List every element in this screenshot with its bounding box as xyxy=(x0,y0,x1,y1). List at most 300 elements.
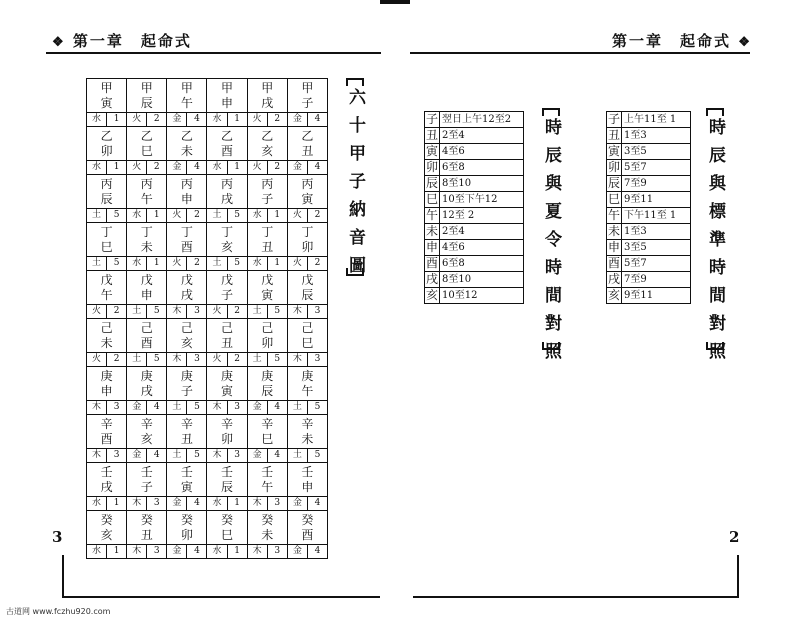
nayin-element: 木 xyxy=(288,305,308,318)
hour-range: 8至10 xyxy=(440,272,524,288)
heavenly-stem: 甲 xyxy=(301,81,314,95)
earthly-branch: 寅 xyxy=(301,192,314,206)
earthly-branch: 午 xyxy=(301,384,314,398)
earthly-branch: 辰 xyxy=(261,384,274,398)
heavenly-stem: 辛 xyxy=(140,417,153,431)
earthly-branch: 戌 xyxy=(140,384,153,398)
nayin-element: 金 xyxy=(127,401,147,414)
nayin-number: 3 xyxy=(153,546,160,556)
left-header-text: 第一章 起命式 xyxy=(72,32,192,50)
nayin-cell xyxy=(207,463,247,511)
heavenly-stem: 戊 xyxy=(221,273,234,287)
nayin-number: 4 xyxy=(314,546,321,556)
nayin-cell xyxy=(87,511,127,559)
nayin-cell xyxy=(167,223,207,271)
nayin-row xyxy=(87,79,328,127)
nayin-element: 金 xyxy=(288,497,308,510)
heavenly-stem: 辛 xyxy=(301,417,314,431)
hour-branch: 寅 xyxy=(607,144,620,158)
earthly-branch: 卯 xyxy=(261,336,274,350)
nayin-element: 水 xyxy=(248,257,268,270)
nayin-cell xyxy=(287,127,327,175)
hour-branch: 酉 xyxy=(425,256,438,270)
nayin-cell xyxy=(247,271,287,319)
summer-hour-row xyxy=(425,208,524,224)
nayin-number: 3 xyxy=(113,402,120,412)
nayin-number: 1 xyxy=(113,546,120,556)
heavenly-stem: 戊 xyxy=(140,273,153,287)
nayin-number: 2 xyxy=(274,114,281,124)
earthly-branch: 巳 xyxy=(301,336,314,350)
earthly-branch: 申 xyxy=(221,96,234,110)
nayin-element: 火 xyxy=(248,161,268,174)
nayin-cell xyxy=(127,463,167,511)
nayin-number: 4 xyxy=(194,162,200,172)
nayin-cell xyxy=(87,271,127,319)
hour-range: 6至8 xyxy=(440,256,524,272)
nayin-cell xyxy=(207,127,247,175)
nayin-number: 2 xyxy=(113,306,120,316)
nayin-number: 1 xyxy=(113,498,120,508)
nayin-row xyxy=(87,127,328,175)
earthly-branch: 寅 xyxy=(100,96,113,110)
nayin-element: 土 xyxy=(207,257,227,270)
earthly-branch: 午 xyxy=(180,96,193,110)
earthly-branch: 丑 xyxy=(140,528,153,542)
earthly-branch: 亥 xyxy=(180,336,193,350)
summer-hour-row xyxy=(425,144,524,160)
earthly-branch: 未 xyxy=(261,528,274,542)
left-footer-vertical-rule xyxy=(62,555,64,597)
hour-range: 5至7 xyxy=(622,256,691,272)
nayin-row xyxy=(87,367,328,415)
heavenly-stem: 辛 xyxy=(261,417,274,431)
nayin-number: 1 xyxy=(153,210,160,220)
hour-branch: 子 xyxy=(607,112,620,126)
nayin-cell xyxy=(127,175,167,223)
nayin-cell xyxy=(87,127,127,175)
nayin-cell xyxy=(207,175,247,223)
heavenly-stem: 壬 xyxy=(221,465,234,479)
earthly-branch: 寅 xyxy=(261,288,274,302)
heavenly-stem: 己 xyxy=(301,321,314,335)
heavenly-stem: 戊 xyxy=(301,273,314,287)
standard-hour-row xyxy=(607,176,691,192)
nayin-cell xyxy=(247,319,287,367)
summer-hour-row xyxy=(425,160,524,176)
nayin-number: 1 xyxy=(234,498,240,508)
nayin-number: 2 xyxy=(234,354,240,364)
earthly-branch: 酉 xyxy=(180,240,193,254)
nayin-element: 土 xyxy=(87,209,107,222)
nayin-element: 水 xyxy=(87,497,107,510)
earthly-branch: 丑 xyxy=(221,336,234,350)
hour-range: 7至9 xyxy=(622,176,691,192)
nayin-number: 4 xyxy=(194,114,200,124)
nayin-element: 水 xyxy=(127,257,147,270)
heavenly-stem: 壬 xyxy=(100,465,113,479)
earthly-branch: 子 xyxy=(261,192,274,206)
heavenly-stem: 丁 xyxy=(301,225,314,239)
nayin-number: 4 xyxy=(274,402,281,412)
nayin-number: 4 xyxy=(314,498,321,508)
nayin-number: 2 xyxy=(113,354,120,364)
heavenly-stem: 丁 xyxy=(221,225,234,239)
earthly-branch: 未 xyxy=(180,144,193,158)
heavenly-stem: 丁 xyxy=(140,225,153,239)
nayin-number: 1 xyxy=(234,546,240,556)
nayin-number: 2 xyxy=(234,306,240,316)
nayin-element: 木 xyxy=(87,401,107,414)
earthly-branch: 亥 xyxy=(100,528,113,542)
nayin-cell xyxy=(167,319,207,367)
nayin-cell xyxy=(167,271,207,319)
heavenly-stem: 丙 xyxy=(261,177,274,191)
hour-range: 2至4 xyxy=(440,128,524,144)
nayin-number: 3 xyxy=(234,402,240,412)
standard-hour-row xyxy=(607,208,691,224)
hour-range: 2至4 xyxy=(440,224,524,240)
standard-time-table xyxy=(606,111,691,304)
hour-branch: 丑 xyxy=(607,128,620,142)
nayin-element: 木 xyxy=(127,497,147,510)
nayin-number: 1 xyxy=(274,258,281,268)
hour-branch: 寅 xyxy=(425,144,438,158)
earthly-branch: 寅 xyxy=(180,480,193,494)
nayin-element: 火 xyxy=(207,305,227,318)
hour-range: 下午11至 1 xyxy=(622,208,691,224)
hour-branch: 午 xyxy=(425,208,438,222)
nayin-number: 5 xyxy=(234,258,240,268)
hour-branch: 辰 xyxy=(607,176,620,190)
heavenly-stem: 丙 xyxy=(100,177,113,191)
nayin-cell xyxy=(167,79,207,127)
nayin-cell xyxy=(247,367,287,415)
hour-branch: 酉 xyxy=(607,256,620,270)
nayin-number: 3 xyxy=(194,354,200,364)
standard-title-bracket-bottom xyxy=(706,342,724,350)
nayin-element: 土 xyxy=(87,257,107,270)
earthly-branch: 卯 xyxy=(221,432,234,446)
earthly-branch: 辰 xyxy=(221,480,234,494)
earthly-branch: 酉 xyxy=(140,336,153,350)
nayin-cell xyxy=(287,319,327,367)
nayin-number: 5 xyxy=(274,354,281,364)
hour-range: 翌日上午12至2 xyxy=(440,112,524,128)
nayin-number: 5 xyxy=(194,402,200,412)
nayin-number: 2 xyxy=(194,210,200,220)
hour-range: 9至11 xyxy=(622,192,691,208)
nayin-number: 5 xyxy=(274,306,281,316)
nayin-element: 木 xyxy=(87,449,107,462)
hour-range: 3至5 xyxy=(622,144,691,160)
hour-branch: 子 xyxy=(425,112,438,126)
earthly-branch: 子 xyxy=(221,288,234,302)
nayin-cell xyxy=(287,271,327,319)
nayin-element: 火 xyxy=(127,113,147,126)
earthly-branch: 戌 xyxy=(221,192,234,206)
nayin-cell xyxy=(247,127,287,175)
nayin-element: 土 xyxy=(127,305,147,318)
heavenly-stem: 戊 xyxy=(261,273,274,287)
nayin-cell xyxy=(167,415,207,463)
nayin-cell xyxy=(87,319,127,367)
title-bracket-top xyxy=(346,78,364,86)
heavenly-stem: 甲 xyxy=(180,81,193,95)
left-header-rule xyxy=(46,52,381,54)
nayin-number: 3 xyxy=(234,450,240,460)
nayin-element: 金 xyxy=(167,545,187,558)
hour-branch: 卯 xyxy=(425,160,438,174)
summer-hour-row xyxy=(425,256,524,272)
nayin-element: 木 xyxy=(167,305,187,318)
nayin-number: 5 xyxy=(153,306,160,316)
earthly-branch: 亥 xyxy=(140,432,153,446)
heavenly-stem: 丁 xyxy=(100,225,113,239)
heavenly-stem: 丙 xyxy=(140,177,153,191)
nayin-cell xyxy=(127,223,167,271)
heavenly-stem: 己 xyxy=(180,321,193,335)
right-header-rule xyxy=(410,52,750,54)
hour-range: 10至12 xyxy=(440,288,524,304)
sixty-jiazi-nayin-table xyxy=(86,78,328,559)
nayin-element: 火 xyxy=(167,209,187,222)
nayin-element: 水 xyxy=(207,161,227,174)
nayin-number: 3 xyxy=(113,450,120,460)
nayin-cell xyxy=(207,415,247,463)
summer-hour-row xyxy=(425,112,524,128)
nayin-element: 土 xyxy=(127,353,147,366)
earthly-branch: 丑 xyxy=(180,432,193,446)
nayin-element: 金 xyxy=(167,161,187,174)
standard-hour-row xyxy=(607,224,691,240)
nayin-number: 2 xyxy=(274,162,281,172)
earthly-branch: 申 xyxy=(140,288,153,302)
right-running-header xyxy=(612,30,752,51)
nayin-element: 金 xyxy=(167,497,187,510)
page-top-mark xyxy=(380,0,410,4)
earthly-branch: 酉 xyxy=(301,528,314,542)
heavenly-stem: 癸 xyxy=(100,513,113,527)
hour-range: 12至 2 xyxy=(440,208,524,224)
heavenly-stem: 庚 xyxy=(180,369,193,383)
nayin-element: 金 xyxy=(288,113,308,126)
heavenly-stem: 甲 xyxy=(221,81,234,95)
nayin-cell xyxy=(87,415,127,463)
hour-range: 4至6 xyxy=(440,144,524,160)
standard-title-bracket-top xyxy=(706,108,724,116)
right-footer-rule xyxy=(413,596,739,598)
nayin-number: 3 xyxy=(153,498,160,508)
nayin-element: 水 xyxy=(87,161,107,174)
nayin-number: 3 xyxy=(274,498,281,508)
nayin-element: 火 xyxy=(127,161,147,174)
earthly-branch: 亥 xyxy=(221,240,234,254)
hour-range: 6至8 xyxy=(440,160,524,176)
hour-branch: 戌 xyxy=(607,272,620,286)
standard-hour-row xyxy=(607,240,691,256)
nayin-number: 3 xyxy=(314,354,321,364)
nayin-number: 1 xyxy=(113,162,120,172)
nayin-element: 火 xyxy=(207,353,227,366)
nayin-element: 木 xyxy=(288,353,308,366)
heavenly-stem: 己 xyxy=(140,321,153,335)
hour-branch: 未 xyxy=(607,224,620,238)
earthly-branch: 子 xyxy=(301,96,314,110)
hour-range: 7至9 xyxy=(622,272,691,288)
nayin-cell xyxy=(127,415,167,463)
nayin-number: 1 xyxy=(113,114,120,124)
nayin-number: 5 xyxy=(314,450,321,460)
summer-hour-row xyxy=(425,272,524,288)
heavenly-stem: 癸 xyxy=(140,513,153,527)
heavenly-stem: 庚 xyxy=(100,369,113,383)
nayin-number: 5 xyxy=(194,450,200,460)
summer-hour-row xyxy=(425,288,524,304)
earthly-branch: 未 xyxy=(100,336,113,350)
nayin-element: 木 xyxy=(248,545,268,558)
heavenly-stem: 丁 xyxy=(180,225,193,239)
footer-site-watermark: 古道网 www.fczhu920.com xyxy=(6,607,111,616)
nayin-cell xyxy=(287,223,327,271)
heavenly-stem: 辛 xyxy=(100,417,113,431)
heavenly-stem: 乙 xyxy=(140,129,153,143)
nayin-number: 2 xyxy=(314,258,321,268)
standard-time-title: 時辰與標準時間對照 xyxy=(705,118,725,370)
heavenly-stem: 甲 xyxy=(100,81,113,95)
nayin-number: 2 xyxy=(194,258,200,268)
nayin-element: 金 xyxy=(167,113,187,126)
summer-title-bracket-top xyxy=(542,108,560,116)
nayin-element: 火 xyxy=(87,305,107,318)
summer-title-bracket-bottom xyxy=(542,342,560,350)
nayin-number: 4 xyxy=(194,546,200,556)
nayin-element: 木 xyxy=(167,353,187,366)
heavenly-stem: 癸 xyxy=(301,513,314,527)
standard-hour-row xyxy=(607,160,691,176)
earthly-branch: 午 xyxy=(140,192,153,206)
hour-branch: 申 xyxy=(425,240,438,254)
heavenly-stem: 己 xyxy=(261,321,274,335)
earthly-branch: 子 xyxy=(140,480,153,494)
nayin-element: 木 xyxy=(207,401,227,414)
hour-range: 8至10 xyxy=(440,176,524,192)
earthly-branch: 辰 xyxy=(100,192,113,206)
nayin-element: 水 xyxy=(248,209,268,222)
earthly-branch: 亥 xyxy=(261,144,274,158)
standard-hour-row xyxy=(607,288,691,304)
right-header-text: 第一章 起命式 xyxy=(612,32,732,50)
earthly-branch: 午 xyxy=(261,480,274,494)
nayin-cell xyxy=(207,223,247,271)
earthly-branch: 辰 xyxy=(301,288,314,302)
nayin-cell xyxy=(247,223,287,271)
earthly-branch: 卯 xyxy=(180,528,193,542)
nayin-element: 水 xyxy=(207,497,227,510)
nayin-cell xyxy=(87,223,127,271)
nayin-element: 火 xyxy=(248,113,268,126)
heavenly-stem: 辛 xyxy=(221,417,234,431)
nayin-row xyxy=(87,319,328,367)
nayin-cell xyxy=(287,415,327,463)
earthly-branch: 巳 xyxy=(100,240,113,254)
heavenly-stem: 庚 xyxy=(261,369,274,383)
heavenly-stem: 戊 xyxy=(180,273,193,287)
heavenly-stem: 丙 xyxy=(221,177,234,191)
heavenly-stem: 甲 xyxy=(261,81,274,95)
nayin-cell xyxy=(287,367,327,415)
nayin-element: 金 xyxy=(288,545,308,558)
nayin-number: 3 xyxy=(274,546,281,556)
nayin-number: 1 xyxy=(234,162,240,172)
hour-branch: 午 xyxy=(607,208,620,222)
right-footer-vertical-rule xyxy=(737,555,739,597)
nayin-cell xyxy=(167,127,207,175)
nayin-number: 4 xyxy=(314,114,321,124)
nayin-number: 3 xyxy=(194,306,200,316)
nayin-element: 土 xyxy=(207,209,227,222)
nayin-number: 5 xyxy=(314,402,321,412)
summer-time-table xyxy=(424,111,524,304)
hour-branch: 戌 xyxy=(425,272,438,286)
nayin-chart-title: 六十甲子納音圖 xyxy=(345,88,365,284)
nayin-cell xyxy=(127,271,167,319)
title-bracket-bottom xyxy=(346,268,364,276)
earthly-branch: 戌 xyxy=(180,288,193,302)
earthly-branch: 寅 xyxy=(221,384,234,398)
nayin-cell xyxy=(87,463,127,511)
hour-range: 9至11 xyxy=(622,288,691,304)
nayin-cell xyxy=(287,511,327,559)
nayin-element: 火 xyxy=(87,353,107,366)
nayin-cell xyxy=(127,127,167,175)
hour-branch: 未 xyxy=(425,224,438,238)
nayin-number: 4 xyxy=(274,450,281,460)
hour-branch: 卯 xyxy=(607,160,620,174)
standard-hour-row xyxy=(607,112,691,128)
summer-hour-row xyxy=(425,240,524,256)
earthly-branch: 巳 xyxy=(140,144,153,158)
nayin-number: 1 xyxy=(274,210,281,220)
nayin-row xyxy=(87,511,328,559)
earthly-branch: 卯 xyxy=(301,240,314,254)
nayin-row xyxy=(87,223,328,271)
heavenly-stem: 乙 xyxy=(261,129,274,143)
earthly-branch: 申 xyxy=(180,192,193,206)
nayin-element: 火 xyxy=(167,257,187,270)
nayin-number: 4 xyxy=(194,498,200,508)
nayin-element: 土 xyxy=(248,305,268,318)
heavenly-stem: 乙 xyxy=(301,129,314,143)
nayin-element: 金 xyxy=(248,449,268,462)
nayin-cell xyxy=(167,175,207,223)
nayin-row xyxy=(87,463,328,511)
nayin-cell xyxy=(247,511,287,559)
nayin-cell xyxy=(127,511,167,559)
nayin-cell xyxy=(167,511,207,559)
nayin-element: 土 xyxy=(167,449,187,462)
heavenly-stem: 丁 xyxy=(261,225,274,239)
nayin-cell xyxy=(127,319,167,367)
nayin-element: 土 xyxy=(248,353,268,366)
nayin-number: 1 xyxy=(153,258,160,268)
nayin-element: 木 xyxy=(127,545,147,558)
summer-hour-row xyxy=(425,192,524,208)
nayin-number: 2 xyxy=(314,210,321,220)
earthly-branch: 丑 xyxy=(261,240,274,254)
nayin-element: 金 xyxy=(248,401,268,414)
earthly-branch: 卯 xyxy=(100,144,113,158)
